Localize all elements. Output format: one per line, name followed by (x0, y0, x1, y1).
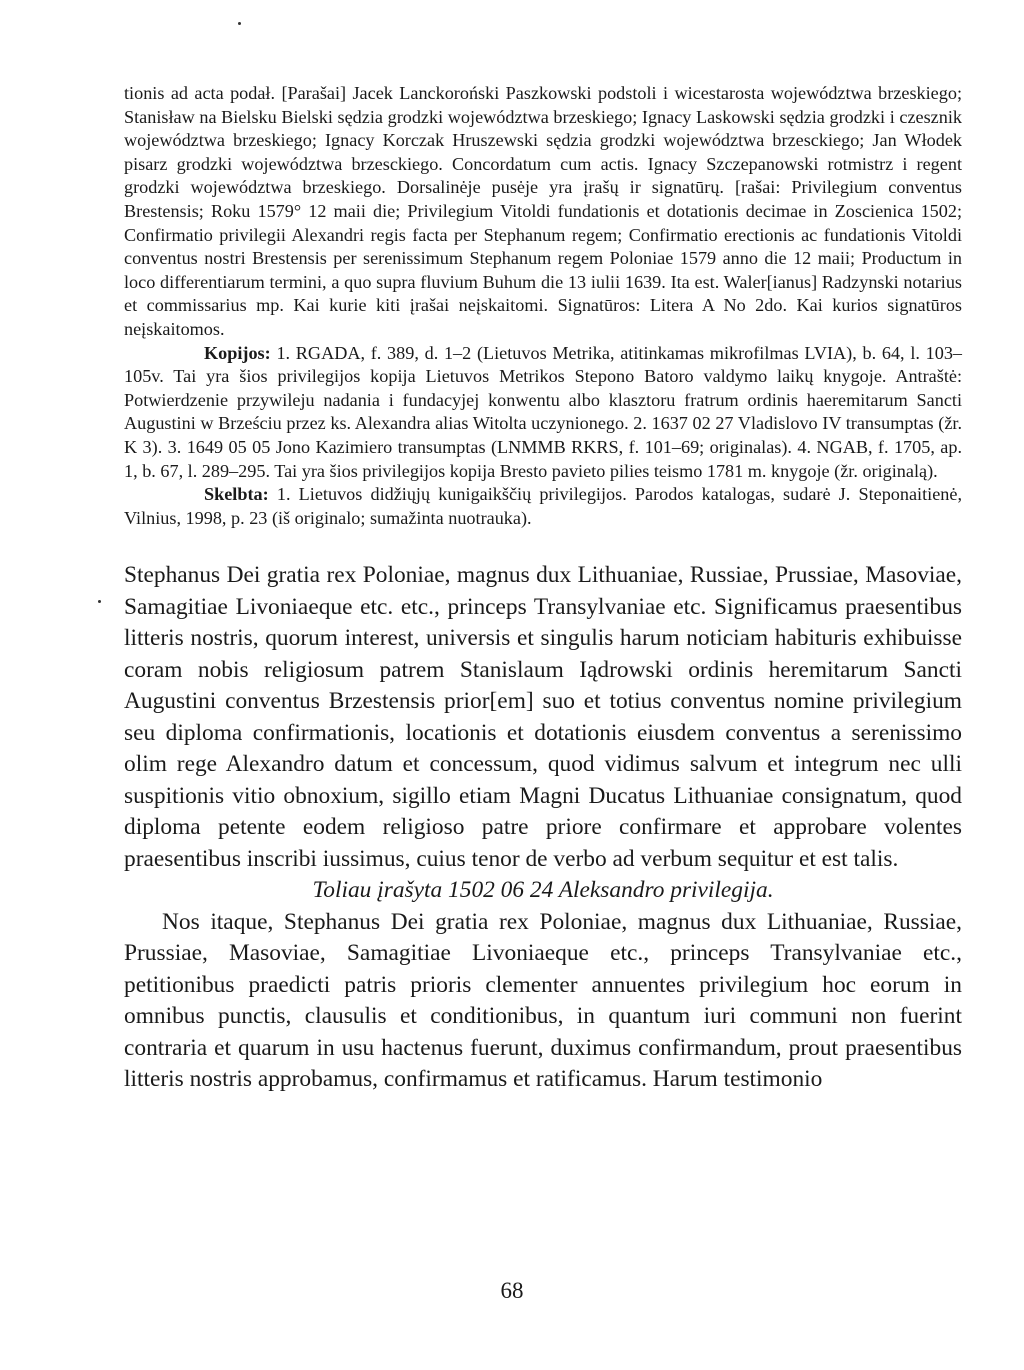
page-number: 68 (500, 1278, 524, 1303)
endorsement-paragraph: tionis ad acta podał. [Parašai] Jacek Lanckoroński Paszkowski podstoli i wicestarosta województwa brzeskiego; Stanisław na Bielsku Bielski sędzia grodzki województwa brzeskiego; Ignacy Laskowski sędzia grodzki i czesznik województwa brzeskiego; Ignacy Korczak Hruszewski sędzia grodzki województwa brzesckiego; Jan Włodek pisarz grodzki województwa brzesckiego. Concordatum cum actis. Ignacy Szczepanowski rotmistrz i regent grodzki województwa brzeskiego. Dorsalinėje pusėje yra įrašų ir signatūrų. [rašai: Privilegium conventus Brestensis; Roku 1579° 12 maii die; Privilegium Vitoldi fundationis et dotationis decimae in Zoscienica 1502; Confirmatio privilegii Alexandri regis facta per Stephanum regem; Confirmatio erectionis ac fundationis Vitoldi conventus nostri Brestensis per serenissimum Stephanum regem Poloniae 1579 anno die 12 maii; Productum in loco differentiarum termini, a quo supra fluvium Buhum die 13 iulii 1639. Ita est. Waler[ianus] Radzynski notarius et commissarius mp. Kai kurie kiti įrašai neįskaitomi. Signatūros: Litera A No 2do. Kai kurios signatūros neįskaitomos. (124, 83, 962, 339)
inserted-privilege-heading: Toliau įrašyta 1502 06 24 Aleksandro privilegija. (312, 877, 774, 904)
copies-paragraph (124, 342, 962, 484)
margin-dot (98, 600, 101, 603)
main-paragraph-1: Stephanus Dei gratia rex Poloniae, magnus dux Lithuaniae, Russiae, Prussiae, Masoviae, Samagitiae Livoniaeque etc. etc., princeps Transylvaniae etc. Significamus praesentibus litteris nostris, quorum interest, universis et singulis harum noticiam habituris exhibuisse coram nobis religiosum patrem Stanislaum Iądrowski ordinis heremitarum Sancti Augustini conventus Brzestensis prior[em] suo et totius conventus nomine privilegium seu diploma confirmationis, locationis et dotationis eiusdem conventus a serenissimo olim rege Alexandro datum et concessum, quod vidimus salvum et integrum nec ulli suspitionis vitio obnoxium, sigillo etiam Magni Ducatus Lithuaniae consignatum, quod diploma petente eodem religioso patre priore confirmare et approbare volentes praesentibus inscribi iussimus, cuius tenor de verbo ad verbum sequitur et est talis. (124, 562, 962, 872)
page-content (124, 82, 962, 1096)
main-paragraph-2: Nos itaque, Stephanus Dei gratia rex Poloniae, magnus dux Lithuaniae, Russiae, Prussiae, Masoviae, Samagitiae Livoniaeque etc., princeps Transylvaniae etc., petitionibus praedicti patris prioris clementer annuentes privilegium hoc eorum in omnibus punctis, clausulis et conditionibus, in quantum iuri communi non fuerint contraria et quarum in usu hactenus fuerunt, duximus confirmandum, prout praesentibus litteris nostris approbamus, confirmamus et ratificamus. Harum testimonio (124, 908, 962, 1093)
copies-text: 1. RGADA, f. 389, d. 1–2 (Lietuvos Metrika, atitinkamas mikrofilmas LVIA), b. 64, l. 103–105v. Tai yra šios privilegijos kopija Lietuvos Metrikos Stepono Batoro valdymo laikų knygoje. Antraštė: Potwierdzenie przywileju nadania i fundacyjej konwentu albo klasztoru fratrum ordinis haeremitarum Sancti Augustini w Brześciu przez ks. Alexandra alias Witolta uczynionego. 2. 1637 02 27 Vladislovo IV transumptas (žr. K 3). 3. 1649 05 05 Jono Kazimiero transumptas (LNMMB RKRS, f. 101–69; originalas). 4. NGAB, f. 1705, ap. 1, b. 67, l. 289–295. Tai yra šios privilegijos kopija Bresto pavieto pilies teismo 1781 m. knygoje (žr. originalą). (124, 342, 963, 481)
published-text: 1. Lietuvos didžiųjų kunigaikščių privilegijos. Parodos katalogas, sudarė J. Steponaitienė, Vilnius, 1998, p. 23 (iš originalo; sumažinta nuotrauka). (124, 484, 963, 528)
published-label: Skelbta: (204, 484, 269, 505)
source-notes (124, 82, 962, 530)
copies-label: Kopijos: (204, 342, 271, 363)
margin-dot (238, 22, 241, 25)
published-paragraph (124, 483, 962, 530)
document-text (124, 560, 962, 1096)
